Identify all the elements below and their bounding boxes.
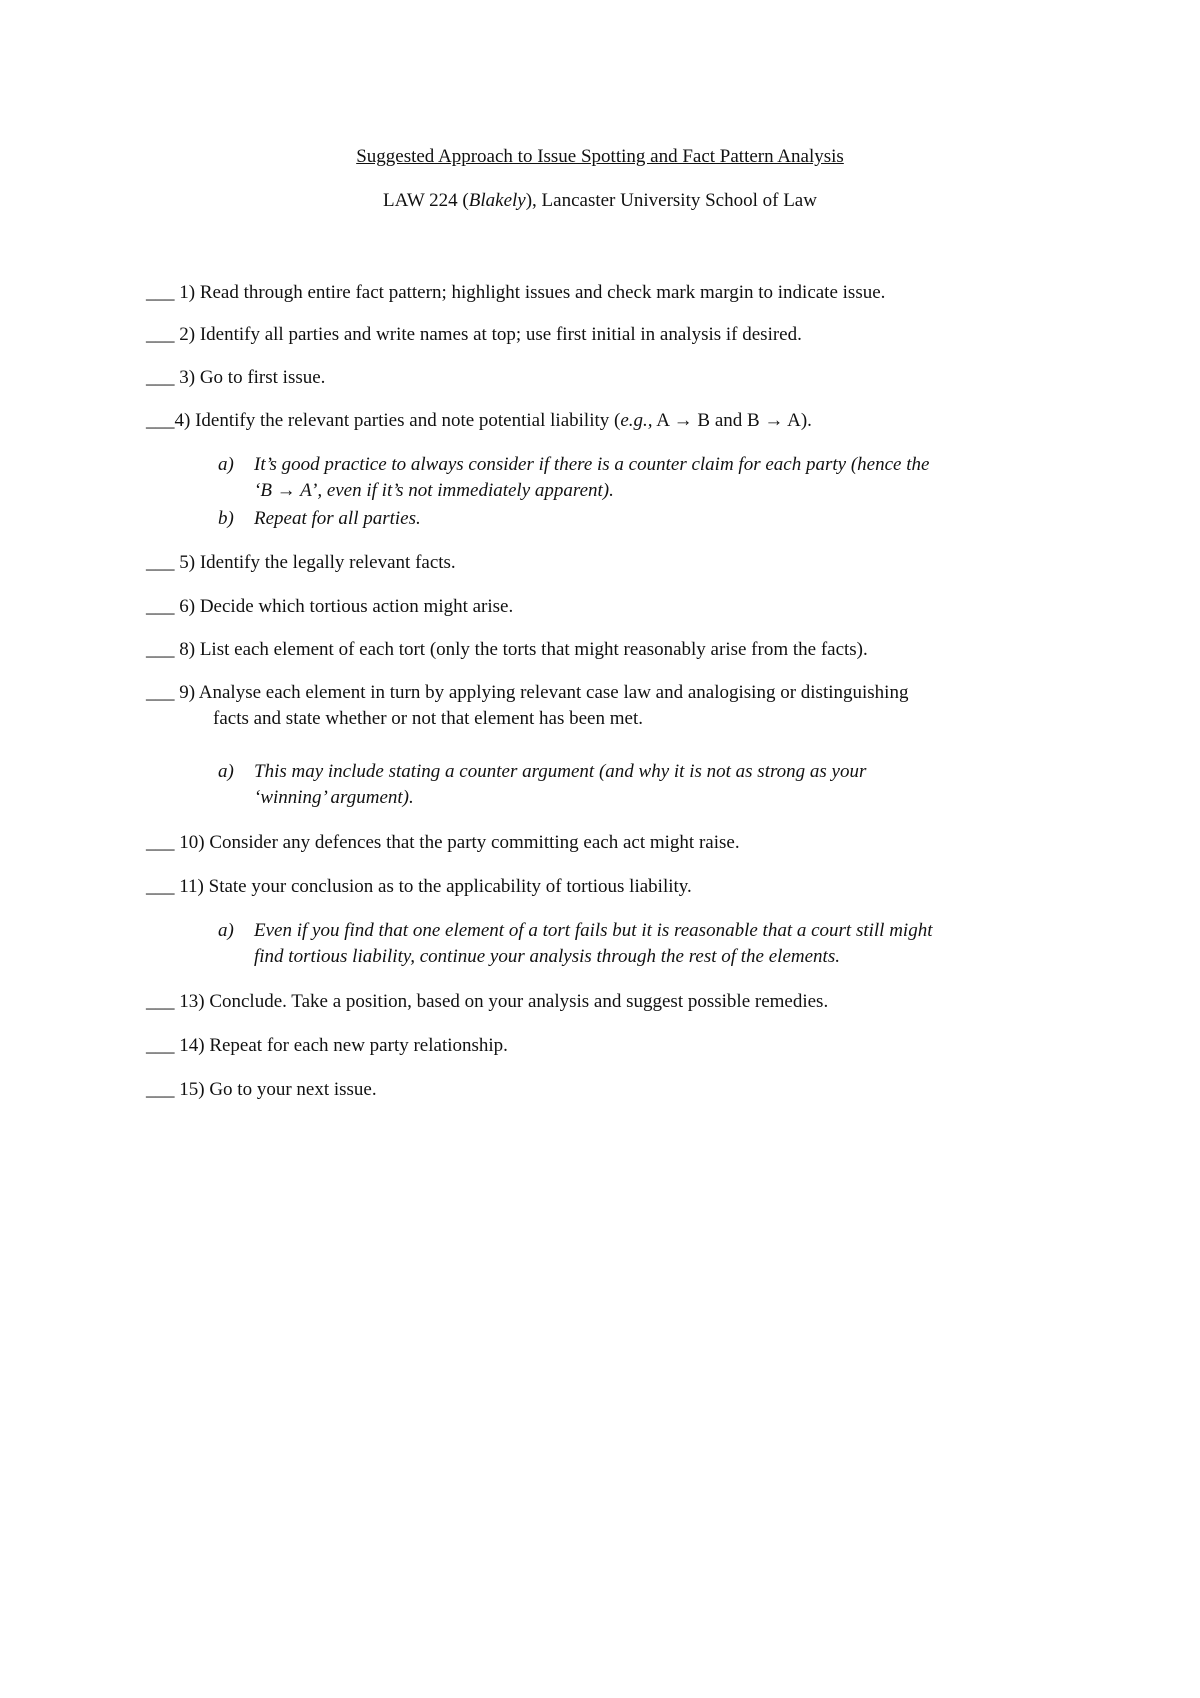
subitem-9a-line2: ‘winning’ argument).	[254, 787, 414, 808]
subitem-11a-line2: find tortious liability, continue your analysis through the rest of the elements.	[254, 946, 840, 967]
subitem-4a-line2: ‘B → A’, even if it’s not immediately apparent).	[254, 480, 614, 501]
subitem-letter: a)	[218, 454, 234, 475]
subitem-letter: a)	[218, 761, 234, 782]
subitem-11a-line1: Even if you find that one element of a tort fails but it is reasonable that a court still might	[254, 920, 933, 941]
item-4-prefix: ___4) Identify the relevant parties and note potential liability (	[146, 410, 621, 431]
checklist-subitem-11a	[218, 918, 1078, 970]
subitem-4a-line1: It’s good practice to always consider if there is a counter claim for each party (hence the	[254, 454, 930, 475]
document-title: Suggested Approach to Issue Spotting and Fact Pattern Analysis	[356, 146, 844, 167]
checklist-item-13: ___ 13) Conclude. Take a position, based on your analysis and suggest possible remedies.	[146, 991, 829, 1012]
checklist-item-1: ___ 1) Read through entire fact pattern; highlight issues and check mark margin to indicate issue.	[146, 282, 886, 303]
checklist-subitem-4b	[218, 506, 1078, 532]
checklist-item-15: ___ 15) Go to your next issue.	[146, 1079, 377, 1100]
item-9-line1: ___ 9) Analyse each element in turn by applying relevant case law and analogising or distinguishing	[146, 682, 909, 703]
checklist-subitem-4a	[218, 452, 1078, 504]
subitem-letter: b)	[218, 508, 234, 529]
subtitle-prefix: LAW 224 (	[383, 190, 469, 211]
item-4-suffix: A → B and B → A).	[652, 410, 812, 431]
checklist-item-10: ___ 10) Consider any defences that the party committing each act might raise.	[146, 832, 740, 853]
checklist-item-9	[146, 680, 1066, 732]
subtitle-name: Blakely	[468, 190, 526, 211]
checklist-subitem-9a	[218, 759, 1078, 811]
item-9-line2: facts and state whether or not that element has been met.	[213, 708, 643, 729]
subitem-9a-line1: This may include stating a counter argument (and why it is not as strong as your	[254, 761, 867, 782]
checklist-item-4	[146, 408, 1066, 434]
checklist-item-6: ___ 6) Decide which tortious action might arise.	[146, 596, 514, 617]
subitem-letter: a)	[218, 920, 234, 941]
item-4-eg: e.g.,	[620, 410, 653, 431]
checklist-item-3: ___ 3) Go to first issue.	[146, 367, 326, 388]
checklist-item-5: ___ 5) Identify the legally relevant facts.	[146, 552, 456, 573]
checklist-item-14: ___ 14) Repeat for each new party relationship.	[146, 1035, 508, 1056]
subitem-4b-line1: Repeat for all parties.	[254, 508, 421, 529]
subtitle-suffix: ), Lancaster University School of Law	[525, 190, 817, 211]
checklist-item-8: ___ 8) List each element of each tort (only the torts that might reasonably arise from the facts).	[146, 639, 868, 660]
document-subtitle	[0, 190, 1200, 212]
checklist-item-11: ___ 11) State your conclusion as to the applicability of tortious liability.	[146, 876, 692, 897]
checklist-item-2: ___ 2) Identify all parties and write names at top; use first initial in analysis if desired.	[146, 324, 802, 345]
